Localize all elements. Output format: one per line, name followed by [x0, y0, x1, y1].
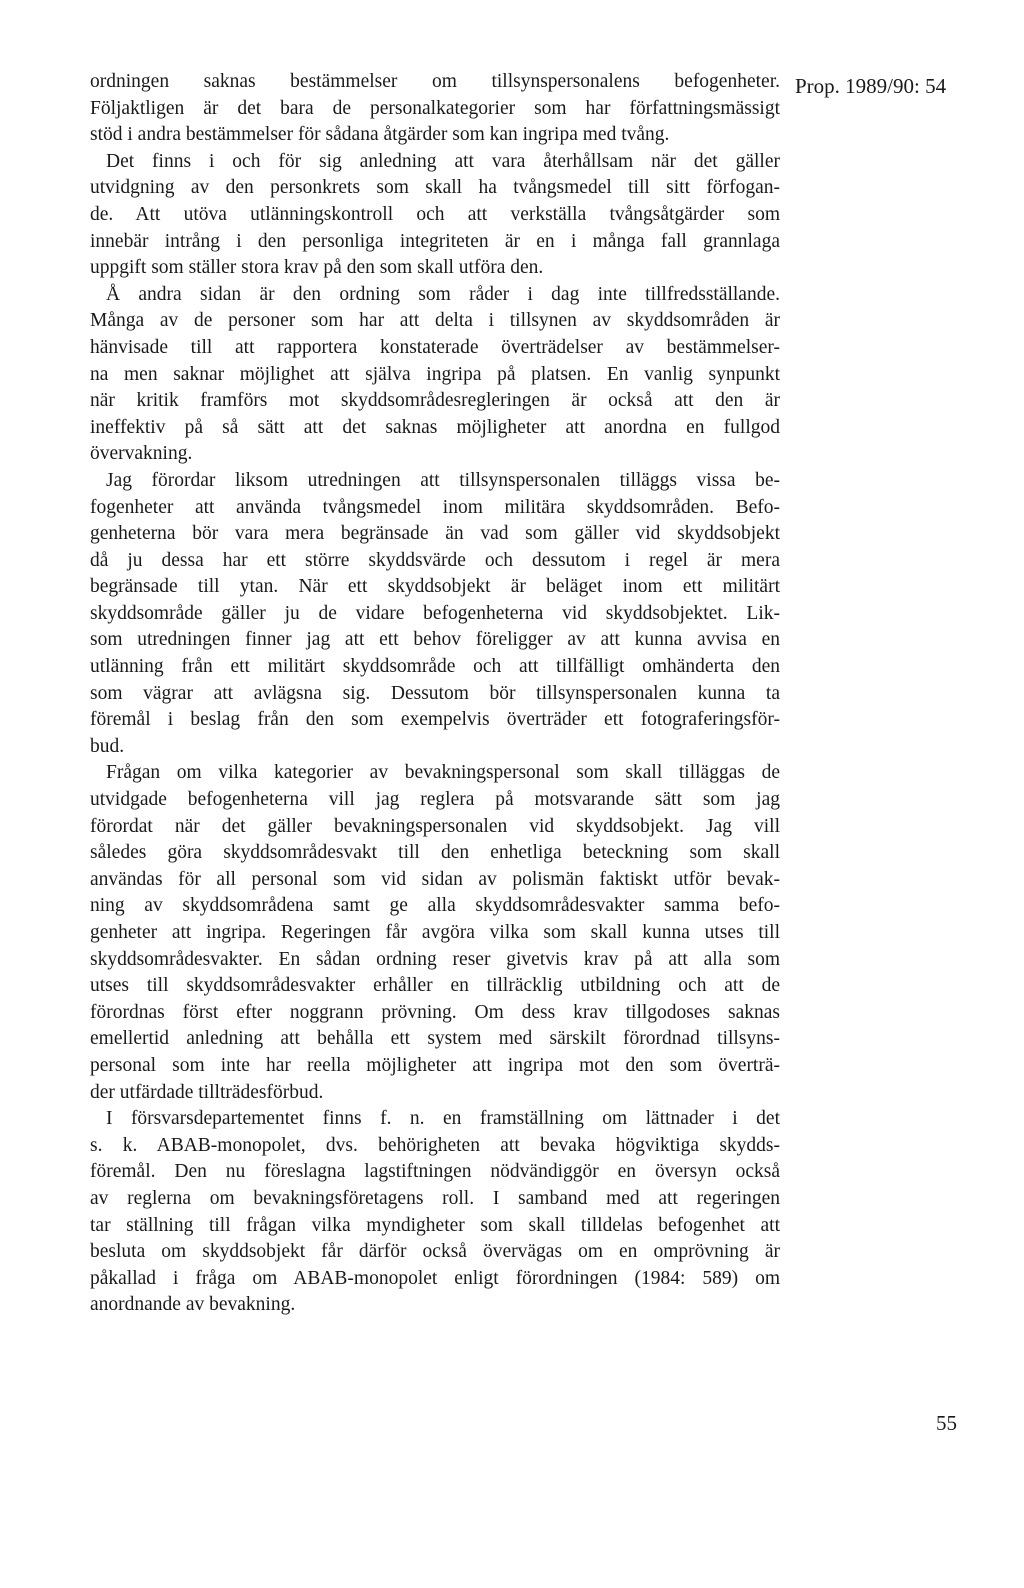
- paragraph-start-line: Å andra sidan är den ordning som råder i dag inte tillfredsställande.: [106, 283, 780, 305]
- text-line: genheterna bör vara mera begränsade än vad som gäller vid skyddsobjekt: [90, 523, 780, 545]
- text-line: personal som inte har reella möjligheter att ingripa mot den som överträ-: [90, 1054, 780, 1076]
- text-line: som utredningen finner jag att ett behov föreligger av att kunna avvisa en: [90, 629, 780, 651]
- text-line: förordnas först efter noggrann prövning. Om dess krav tillgodoses saknas: [90, 1001, 780, 1023]
- text-line: som vägrar att avlägsna sig. Dessutom bör tillsynspersonalen kunna ta: [90, 682, 780, 704]
- text-line: tar ställning till frågan vilka myndigheter som skall tilldelas befogenhet att: [90, 1214, 780, 1236]
- text-line: besluta om skyddsobjekt får därför också övervägas om en omprövning är: [90, 1241, 780, 1263]
- text-line: bud.: [90, 735, 125, 757]
- text-line: genheter att ingripa. Regeringen får avgöra vilka som skall kunna utses till: [90, 922, 780, 943]
- text-line: då ju dessa har ett större skyddsvärde och dessutom i regel är mera: [90, 549, 780, 571]
- text-line: fogenheter att använda tvångsmedel inom militära skyddsområden. Befo-: [90, 496, 780, 518]
- text-line: emellertid anledning att behålla ett system med särskilt förordnad tillsyns-: [90, 1028, 780, 1050]
- body-text: [90, 69, 780, 1319]
- text-line: begränsade till ytan. När ett skyddsobjekt är beläget inom ett militärt: [90, 576, 780, 598]
- text-line: föremål i beslag från den som exempelvis överträder ett fotograferingsför-: [90, 709, 780, 731]
- text-line: av reglerna om bevakningsföretagens roll. I samband med att regeringen: [90, 1187, 780, 1209]
- text-line: föremål. Den nu föreslagna lagstiftningen nödvändiggör en översyn också: [90, 1161, 780, 1183]
- text-line: när kritik framförs mot skyddsområdesregleringen är också att den är: [90, 390, 780, 412]
- text-line: skyddsområde gäller ju de vidare befogenheterna vid skyddsobjektet. Lik-: [90, 602, 780, 624]
- text-line: s. k. ABAB-monopolet, dvs. behörigheten att bevaka högviktiga skydds-: [90, 1134, 780, 1156]
- text-line: övervakning.: [90, 443, 193, 465]
- page-number: 55: [936, 1411, 957, 1435]
- text-line: na men saknar möjlighet att själva ingripa på platsen. En vanlig synpunkt: [90, 363, 780, 385]
- text-line: der utfärdade tillträdesförbud.: [90, 1081, 324, 1103]
- text-line: utlänning från ett militärt skyddsområde och att tillfälligt omhänderta den: [90, 656, 780, 678]
- text-line: uppgift som ställer stora krav på den som skall utföra den.: [90, 257, 544, 279]
- text-line: således göra skyddsområdesvakt till den enhetliga beteckning som skall: [90, 842, 780, 864]
- text-line: ordningen saknas bestämmelser om tillsynspersonalens befogenheter.: [90, 71, 780, 92]
- text-line: utses till skyddsområdesvakter erhåller en tillräcklig utbildning och att de: [90, 975, 780, 997]
- text-line: ning av skyddsområdena samt ge alla skyddsområdesvakter samma befo-: [90, 895, 780, 917]
- paragraph-start-line: Frågan om vilka kategorier av bevakningspersonal som skall tilläggas de: [106, 762, 780, 784]
- text-line: hänvisade till att rapportera konstaterade överträdelser av bestämmelser-: [90, 336, 780, 358]
- paragraph-start-line: Det finns i och för sig anledning att vara återhållsam när det gäller: [106, 150, 780, 172]
- text-line: användas för all personal som vid sidan av polismän faktiskt utför bevak-: [90, 868, 780, 890]
- text-line: utvidgning av den personkrets som skall ha tvångsmedel till sitt förfogan-: [90, 177, 780, 199]
- text-line: Många av de personer som har att delta i tillsynen av skyddsområden är: [90, 310, 780, 332]
- prop-reference: Prop. 1989/90: 54: [795, 74, 947, 98]
- text-line: Följaktligen är det bara de personalkategorier som har författningsmässigt: [90, 97, 780, 119]
- text-line: ineffektiv på så sätt att det saknas möjligheter att anordna en fullgod: [90, 416, 780, 438]
- text-line: de. Att utöva utlänningskontroll och att verkställa tvångsåtgärder som: [90, 203, 780, 225]
- text-line: innebär intrång i den personliga integriteten är en i många fall grannlaga: [90, 230, 780, 252]
- text-line: stöd i andra bestämmelser för sådana åtgärder som kan ingripa med tvång.: [90, 124, 670, 146]
- paragraph-start-line: I försvarsdepartementet finns f. n. en framställning om lättnader i det: [106, 1108, 780, 1130]
- text-line: skyddsområdesvakter. En sådan ordning reser givetvis krav på att alla som: [90, 948, 780, 970]
- text-line: utvidgade befogenheterna vill jag reglera på motsvarande sätt som jag: [90, 789, 780, 811]
- paragraph-start-line: Jag förordar liksom utredningen att tillsynspersonalen tilläggs vissa be-: [106, 469, 780, 491]
- text-line: påkallad i fråga om ABAB-monopolet enligt förordningen (1984: 589) om: [90, 1267, 780, 1289]
- text-line: förordat när det gäller bevakningspersonalen vid skyddsobjekt. Jag vill: [90, 815, 780, 837]
- text-line: anordnande av bevakning.: [90, 1294, 296, 1316]
